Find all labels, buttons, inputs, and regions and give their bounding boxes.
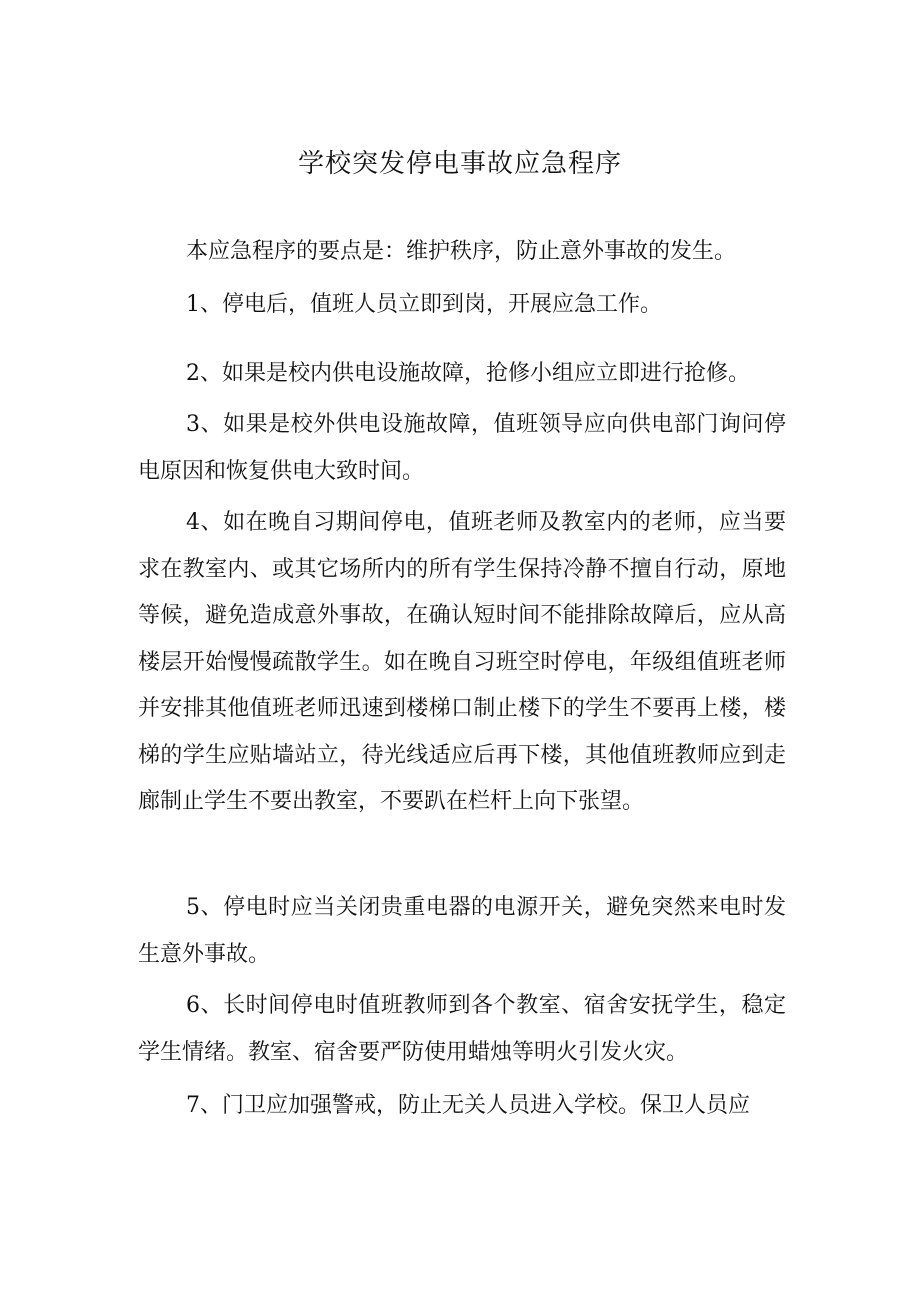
paragraph-item-3: 3、如果是校外供电设施故障，值班领导应向供电部门询问停电原因和恢复供电大致时间。	[138, 412, 786, 484]
paragraph-item-6: 6、长时间停电时值班教师到各个教室、宿舍安抚学生，稳定学生情绪。教室、宿舍要严防使用蜡烛等明火引发火灾。	[138, 993, 786, 1065]
paragraph-item-5: 5、停电时应当关闭贵重电器的电源开关，避免突然来电时发生意外事故。	[138, 895, 786, 967]
paragraph-item-7: 7、门卫应加强警戒，防止无关人员进入学校。保卫人员应	[186, 1093, 750, 1118]
paragraph-item-1: 1、停电后，值班人员立即到岗，开展应急工作。	[186, 292, 662, 317]
paragraph-intro: 本应急程序的要点是：维护秩序，防止意外事故的发生。	[186, 239, 737, 264]
paragraph-item-4: 4、如在晚自习期间停电，值班老师及教室内的老师，应当要求在教室内、或其它场所内的所有学生保持冷静不擅自行动，原地等候，避免造成意外事故，在确认短时间不能排除故障后，应从高楼层开始慢慢疏散学生。如在晚自习班空时停电，年级组值班老师并安排其他值班老师迅速到楼梯口制止楼下的学生不要再上楼，楼梯的学生应贴墙站立，待光线适应后再下楼，其他值班教师应到走廊制止学生不要出教室，不要趴在栏杆上向下张望。	[138, 510, 786, 814]
paragraph-item-2: 2、如果是校内供电设施故障，抢修小组应立即进行抢修。	[186, 361, 750, 386]
document-title: 学校突发停电事故应急程序	[297, 149, 622, 179]
